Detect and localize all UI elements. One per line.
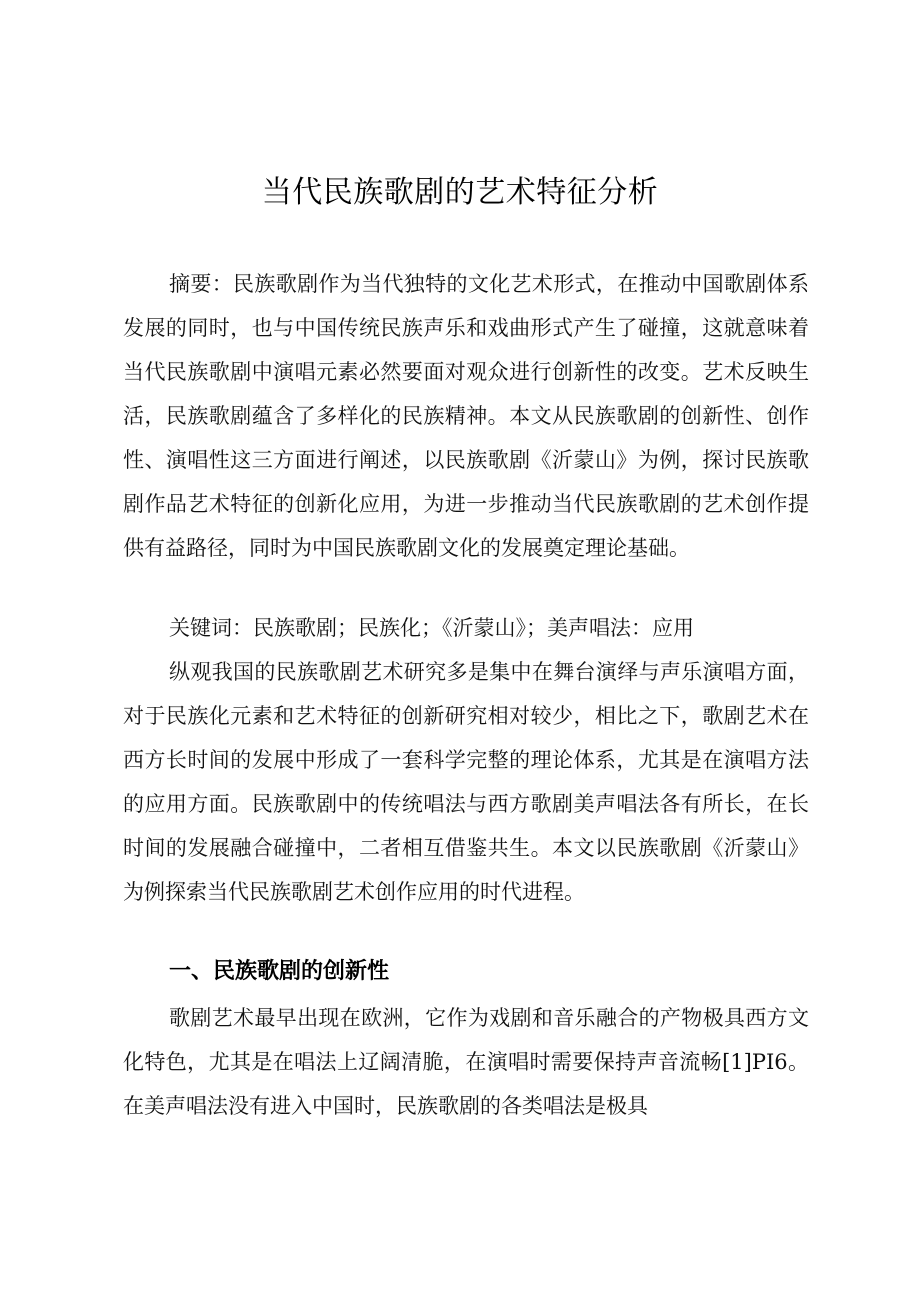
section-heading: 一、民族歌剧的创新性 [169, 959, 390, 984]
intro-paragraph: 纵观我国的民族歌剧艺术研究多是集中在舞台演绎与声乐演唱方面，对于民族化元素和艺术特征的创新研究相对较少，相比之下，歌剧艺术在西方长时间的发展中形成了一套科学完整的理论体系，尤其是在演唱方法的应用方面。民族歌剧中的传统唱法与西方歌剧美声唱法各有所长，在长时间的发展融合碰撞中，二者相互借鉴共生。本文以民族歌剧《沂蒙山》为例探索当代民族歌剧艺术创作应用的时代进程。 [123, 660, 809, 904]
keywords-paragraph: 关键词：民族歌剧；民族化；《沂蒙山》；美声唱法：应用 [169, 616, 694, 640]
abstract-paragraph: 摘要：民族歌剧作为当代独特的文化艺术形式，在推动中国歌剧体系发展的同时，也与中国传统民族声乐和戏曲形式产生了碰撞，这就意味着当代民族歌剧中演唱元素必然要面对观众进行创新性的改变。艺术反映生活，民族歌剧蕴含了多样化的民族精神。本文从民族歌剧的创新性、创作性、演唱性这三方面进行阐述，以民族歌剧《沂蒙山》为例，探讨民族歌剧作品艺术特征的创新化应用，为进一步推动当代民族歌剧的艺术创作提供有益路径，同时为中国民族歌剧文化的发展奠定理论基础。 [123, 272, 809, 560]
section-paragraph: 歌剧艺术最早出现在欧洲，它作为戏剧和音乐融合的产物极具西方文化特色，尤其是在唱法上辽阔清脆，在演唱时需要保持声音流畅[1]PI6。在美声唱法没有进入中国时，民族歌剧的各类唱法是极具 [123, 1006, 809, 1118]
document-title: 当代民族歌剧的艺术特征分析 [261, 175, 659, 210]
